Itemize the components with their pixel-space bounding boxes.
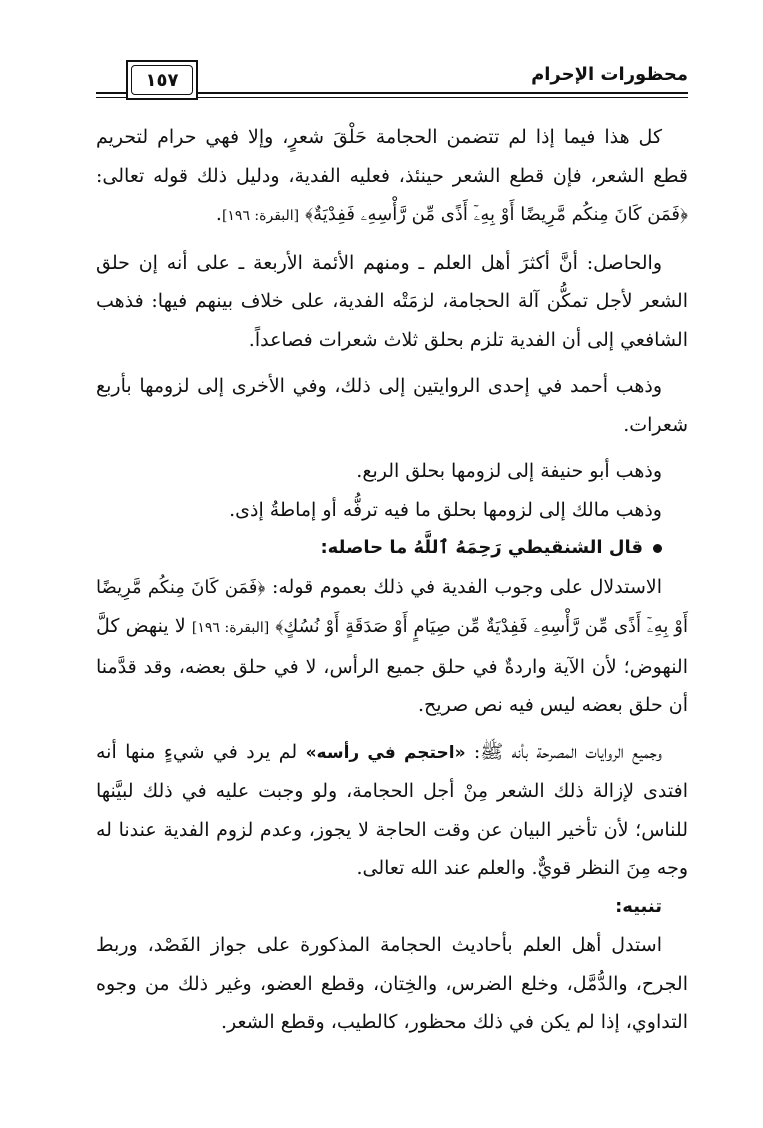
paragraph-7-rest: لم يرد في شيءٍ منها أنه افتدى لإزالة ذلك الشعر مِنْ أجل الحجامة، ولو وجبت عليه في ذلك لبيَّنها للناس؛ لأن تأخير البيان عن وقت الحاجة لا يجوز، وعدم لزوم الفدية عندنا له وجه مِنَ النظر قويٌّ. والعلم عند الله تعالى.	[96, 740, 688, 879]
page-body	[96, 118, 688, 1042]
paragraph-6	[96, 568, 688, 725]
paragraph-8: استدل أهل العلم بأحاديث الحجامة المذكورة على جواز الفَصْد، وربط الجرح، والدُّمَّل، وخلع الضرس، والخِتان، وقطع العضو، وغير ذلك من وجوه التداوي، إذا لم يكن في ذلك محظور، كالطيب، وقطع الشعر.	[96, 934, 688, 1033]
paragraph-7-text: وجميع الروايات المصرحة بأنه ﷺ:	[465, 740, 662, 763]
paragraph-6-rest: لا ينهض كلَّ النهوض؛ لأن الآية واردةٌ في حلق جميع الرأس، لا في حلق بعضه، وقد قدَّمنا أن حلق بعضه ليس فيه نص صريح.	[96, 615, 688, 716]
paragraph-1	[96, 118, 688, 236]
quran-reference-2: [البقرة: ١٩٦]	[191, 620, 270, 636]
paragraph-4: وذهب أبو حنيفة إلى لزومها بحلق الربع.	[356, 460, 662, 482]
note-heading: تنبيه:	[615, 895, 662, 917]
paragraph-7	[96, 733, 688, 888]
bullet-icon	[653, 544, 662, 553]
paragraph-5: وذهب مالك إلى لزومها بحلق ما فيه ترفُّه أو إماطةُ إذى.	[229, 498, 662, 521]
paragraph-3: وذهب أحمد في إحدى الروايتين إلى ذلك، وفي الأخرى إلى لزومها بأربع شعرات.	[96, 375, 688, 436]
paragraph-1-end: .	[215, 203, 222, 225]
paragraph-1-text: كل هذا فيما إذا لم تتضمن الحجامة حَلْقَ شعرٍ، وإلا فهي حرام لتحريم قطع الشعر، فإن قطع الشعر حينئذ، فعليه الفدية، ودليل ذلك قوله تعالى:	[96, 126, 688, 187]
section-heading-text: قال الشنقيطي رَحِمَهُ ٱللَّهُ ما حاصله:	[320, 537, 643, 558]
paragraph-2: والحاصل: أنَّ أكثرَ أهل العلم ـ ومنهم الأئمة الأربعة ـ على أنه إن حلق الشعر لأجل تمكُّن آلة الحجامة، لزمَتْه الفدية، على خلاف بينهم فيها: فذهب الشافعي إلى أن الفدية تلزم بحلق ثلاث شعرات فصاعداً.	[96, 251, 688, 351]
section-heading	[96, 529, 688, 568]
paragraph-6-text: الاستدلال على وجوب الفدية في ذلك بعموم قوله:	[265, 575, 663, 598]
hadith-quote: «احتجم في رأسه»	[305, 742, 466, 763]
page-header	[96, 52, 688, 100]
running-title: محظورات الإحرام	[531, 64, 688, 85]
page-number-frame	[126, 60, 198, 100]
quran-quote-2: ﴿فَمَن كَانَ مِنكُم مَّرِيضًا أَوْ بِهِۦٓ أَذًى مِّن رَّأْسِهِۦ فَفِدْيَةٌ مِّن صِيَامٍ أَوْ صَدَقَةٍ أَوْ نُسُكٍ﴾	[96, 576, 688, 637]
quran-quote-1: ﴿فَمَن كَانَ مِنكُم مَّرِيضًا أَوْ بِهِۦٓ أَذًى مِّن رَّأْسِهِۦ فَفِدْيَةٌ﴾	[305, 204, 688, 225]
page-number: ١٥٧	[131, 65, 193, 95]
quran-reference-1: [البقرة: ١٩٦]	[221, 208, 300, 224]
